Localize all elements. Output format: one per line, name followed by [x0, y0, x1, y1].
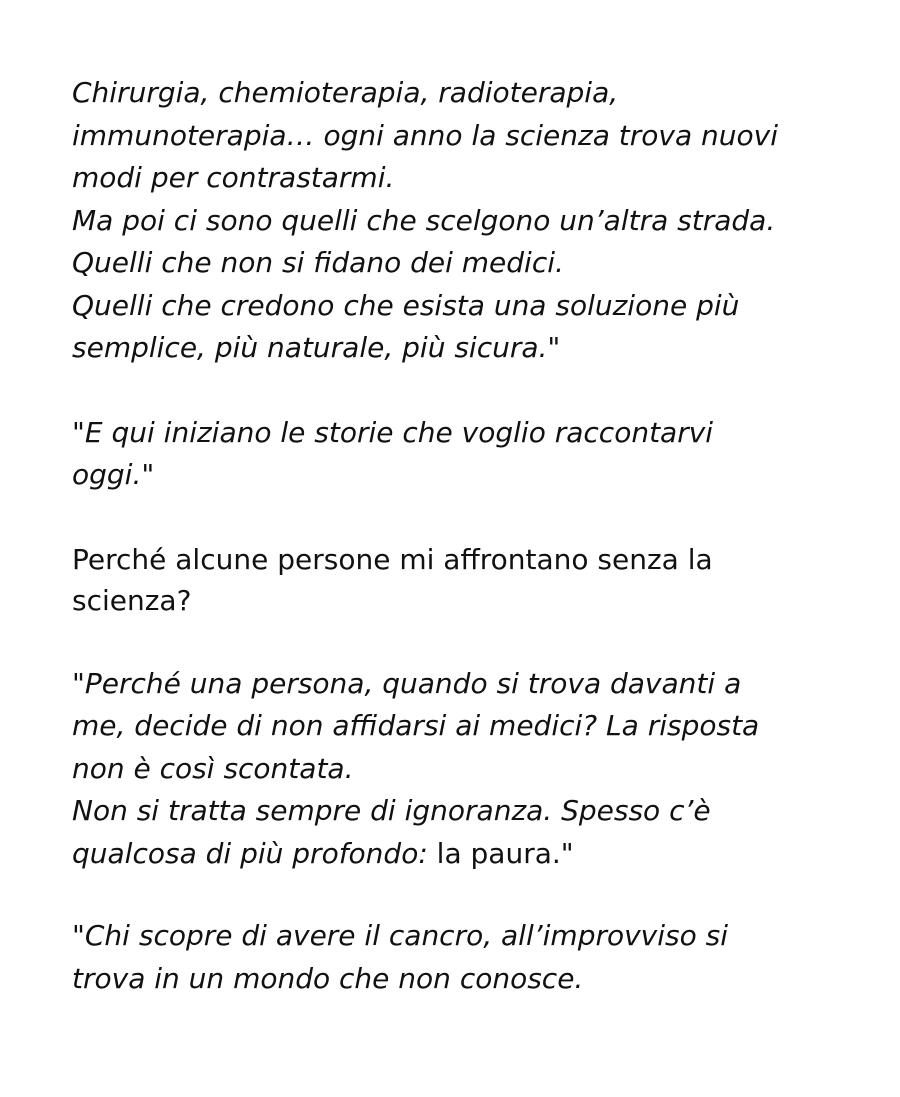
text-line: non è così scontata.: [72, 751, 354, 785]
text-segment: qualcosa di più profondo:: [72, 836, 437, 870]
text-line-with-emphasis: [72, 833, 862, 876]
text-line: trova in un mondo che non conosce.: [72, 961, 584, 995]
text-line: Ma poi ci sono quelli che scelgono un’altra strada.: [72, 203, 776, 237]
paragraph-fear: [72, 663, 862, 876]
section-heading: [72, 539, 862, 621]
text-line: me, decide di non affidarsi ai medici? La risposta: [72, 709, 760, 742]
text-line: modi per contrastarmi.: [72, 161, 395, 194]
paragraph-diagnosis: [72, 915, 862, 1000]
heading-line: scienza?: [72, 583, 192, 617]
text-line: immunoterapia… ogni anno la scienza trova nuovi: [72, 118, 779, 152]
text-line: semplice, più naturale, più sicura.": [72, 331, 561, 364]
paragraph-treatments: [72, 72, 862, 370]
text-line: "E qui iniziano le storie che voglio raccontarvi: [72, 415, 714, 449]
emphasis-text: la paura.: [436, 836, 561, 870]
text-line: Non si tratta sempre di ignoranza. Spesso c’è: [72, 794, 711, 827]
document-page: [72, 72, 862, 1000]
text-segment: ": [560, 836, 574, 870]
text-line: "Perché una persona, quando si trova davanti a: [72, 666, 742, 700]
text-line: Chirurgia, chemioterapia, radioterapia,: [72, 76, 619, 109]
text-line: "Chi scopre di avere il cancro, all’improvviso si: [72, 919, 729, 952]
text-line: oggi.": [72, 458, 155, 491]
text-line: Quelli che credono che esista una soluzione più: [72, 288, 740, 322]
paragraph-stories-intro: [72, 412, 862, 497]
heading-line: Perché alcune persone mi affrontano senza la: [72, 542, 713, 576]
text-line: Quelli che non si fidano dei medici.: [72, 246, 564, 279]
